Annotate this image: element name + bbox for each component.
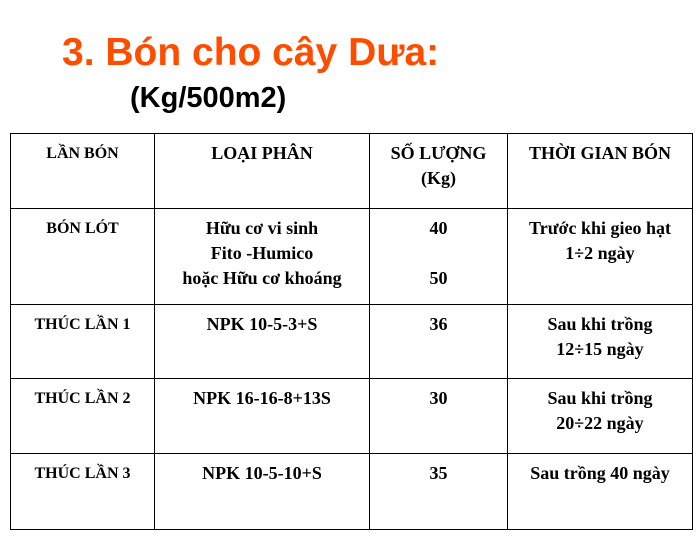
table-row (11, 305, 693, 379)
header-amount (370, 134, 508, 209)
cell-timing (508, 209, 693, 305)
cell-timing (508, 379, 693, 454)
fertilizer-table (10, 133, 693, 530)
amount-value: 40 (429, 218, 448, 238)
page-subtitle: (Kg/500m2) (130, 82, 287, 114)
header-fertilizer-label: LOẠI PHÂN (211, 143, 313, 163)
cell-fertilizer (155, 305, 370, 379)
cell-fertilizer (155, 379, 370, 454)
page-title: 3. Bón cho cây Dưa: (62, 31, 440, 74)
timing-line: 20÷22 ngày (556, 413, 644, 433)
fertilizer-line: Fito -Humico (210, 243, 314, 263)
cell-fertilizer (155, 209, 370, 305)
cell-stage (11, 379, 155, 454)
table-header-row (11, 134, 693, 209)
header-fertilizer (155, 134, 370, 209)
stage-text: THÚC LẦN 1 (34, 316, 131, 333)
cell-amount (370, 379, 508, 454)
cell-fertilizer (155, 454, 370, 530)
table-row (11, 209, 693, 305)
timing-line: Sau khi trồng (547, 388, 653, 408)
amount-value: 36 (429, 314, 448, 334)
stage-text: THÚC LẦN 3 (34, 465, 131, 482)
amount-value: 30 (429, 388, 448, 408)
cell-stage (11, 305, 155, 379)
header-timing (508, 134, 693, 209)
fertilizer-line: NPK 10-5-10+S (202, 463, 322, 483)
timing-line: Sau khi trồng (547, 314, 653, 334)
header-amount-label: SỐ LƯỢNG (390, 143, 487, 163)
stage-text: BÓN LÓT (46, 220, 119, 237)
fertilizer-line: NPK 10-5-3+S (206, 314, 318, 334)
fertilizer-line: NPK 16-16-8+13S (193, 388, 331, 408)
cell-amount (370, 209, 508, 305)
amount-value: 35 (429, 463, 448, 483)
cell-amount (370, 305, 508, 379)
table-row (11, 379, 693, 454)
cell-stage (11, 209, 155, 305)
header-stage (11, 134, 155, 209)
fertilizer-line: hoặc Hữu cơ khoáng (182, 268, 342, 288)
timing-line: 12÷15 ngày (556, 339, 644, 359)
header-timing-label: THỜI GIAN BÓN (528, 143, 672, 163)
cell-amount (370, 454, 508, 530)
header-stage-label: LẦN BÓN (46, 145, 119, 162)
amount-value: 50 (429, 268, 448, 288)
timing-line: Trước khi gieo hạt (529, 218, 671, 238)
stage-text: THÚC LẦN 2 (34, 390, 131, 407)
cell-timing (508, 454, 693, 530)
cell-stage (11, 454, 155, 530)
cell-timing (508, 305, 693, 379)
fertilizer-line: Hữu cơ vi sinh (205, 218, 319, 238)
table-row (11, 454, 693, 530)
timing-line: Sau trồng 40 ngày (530, 463, 670, 483)
header-amount-unit: (Kg) (421, 168, 456, 188)
timing-line: 1÷2 ngày (565, 243, 635, 263)
